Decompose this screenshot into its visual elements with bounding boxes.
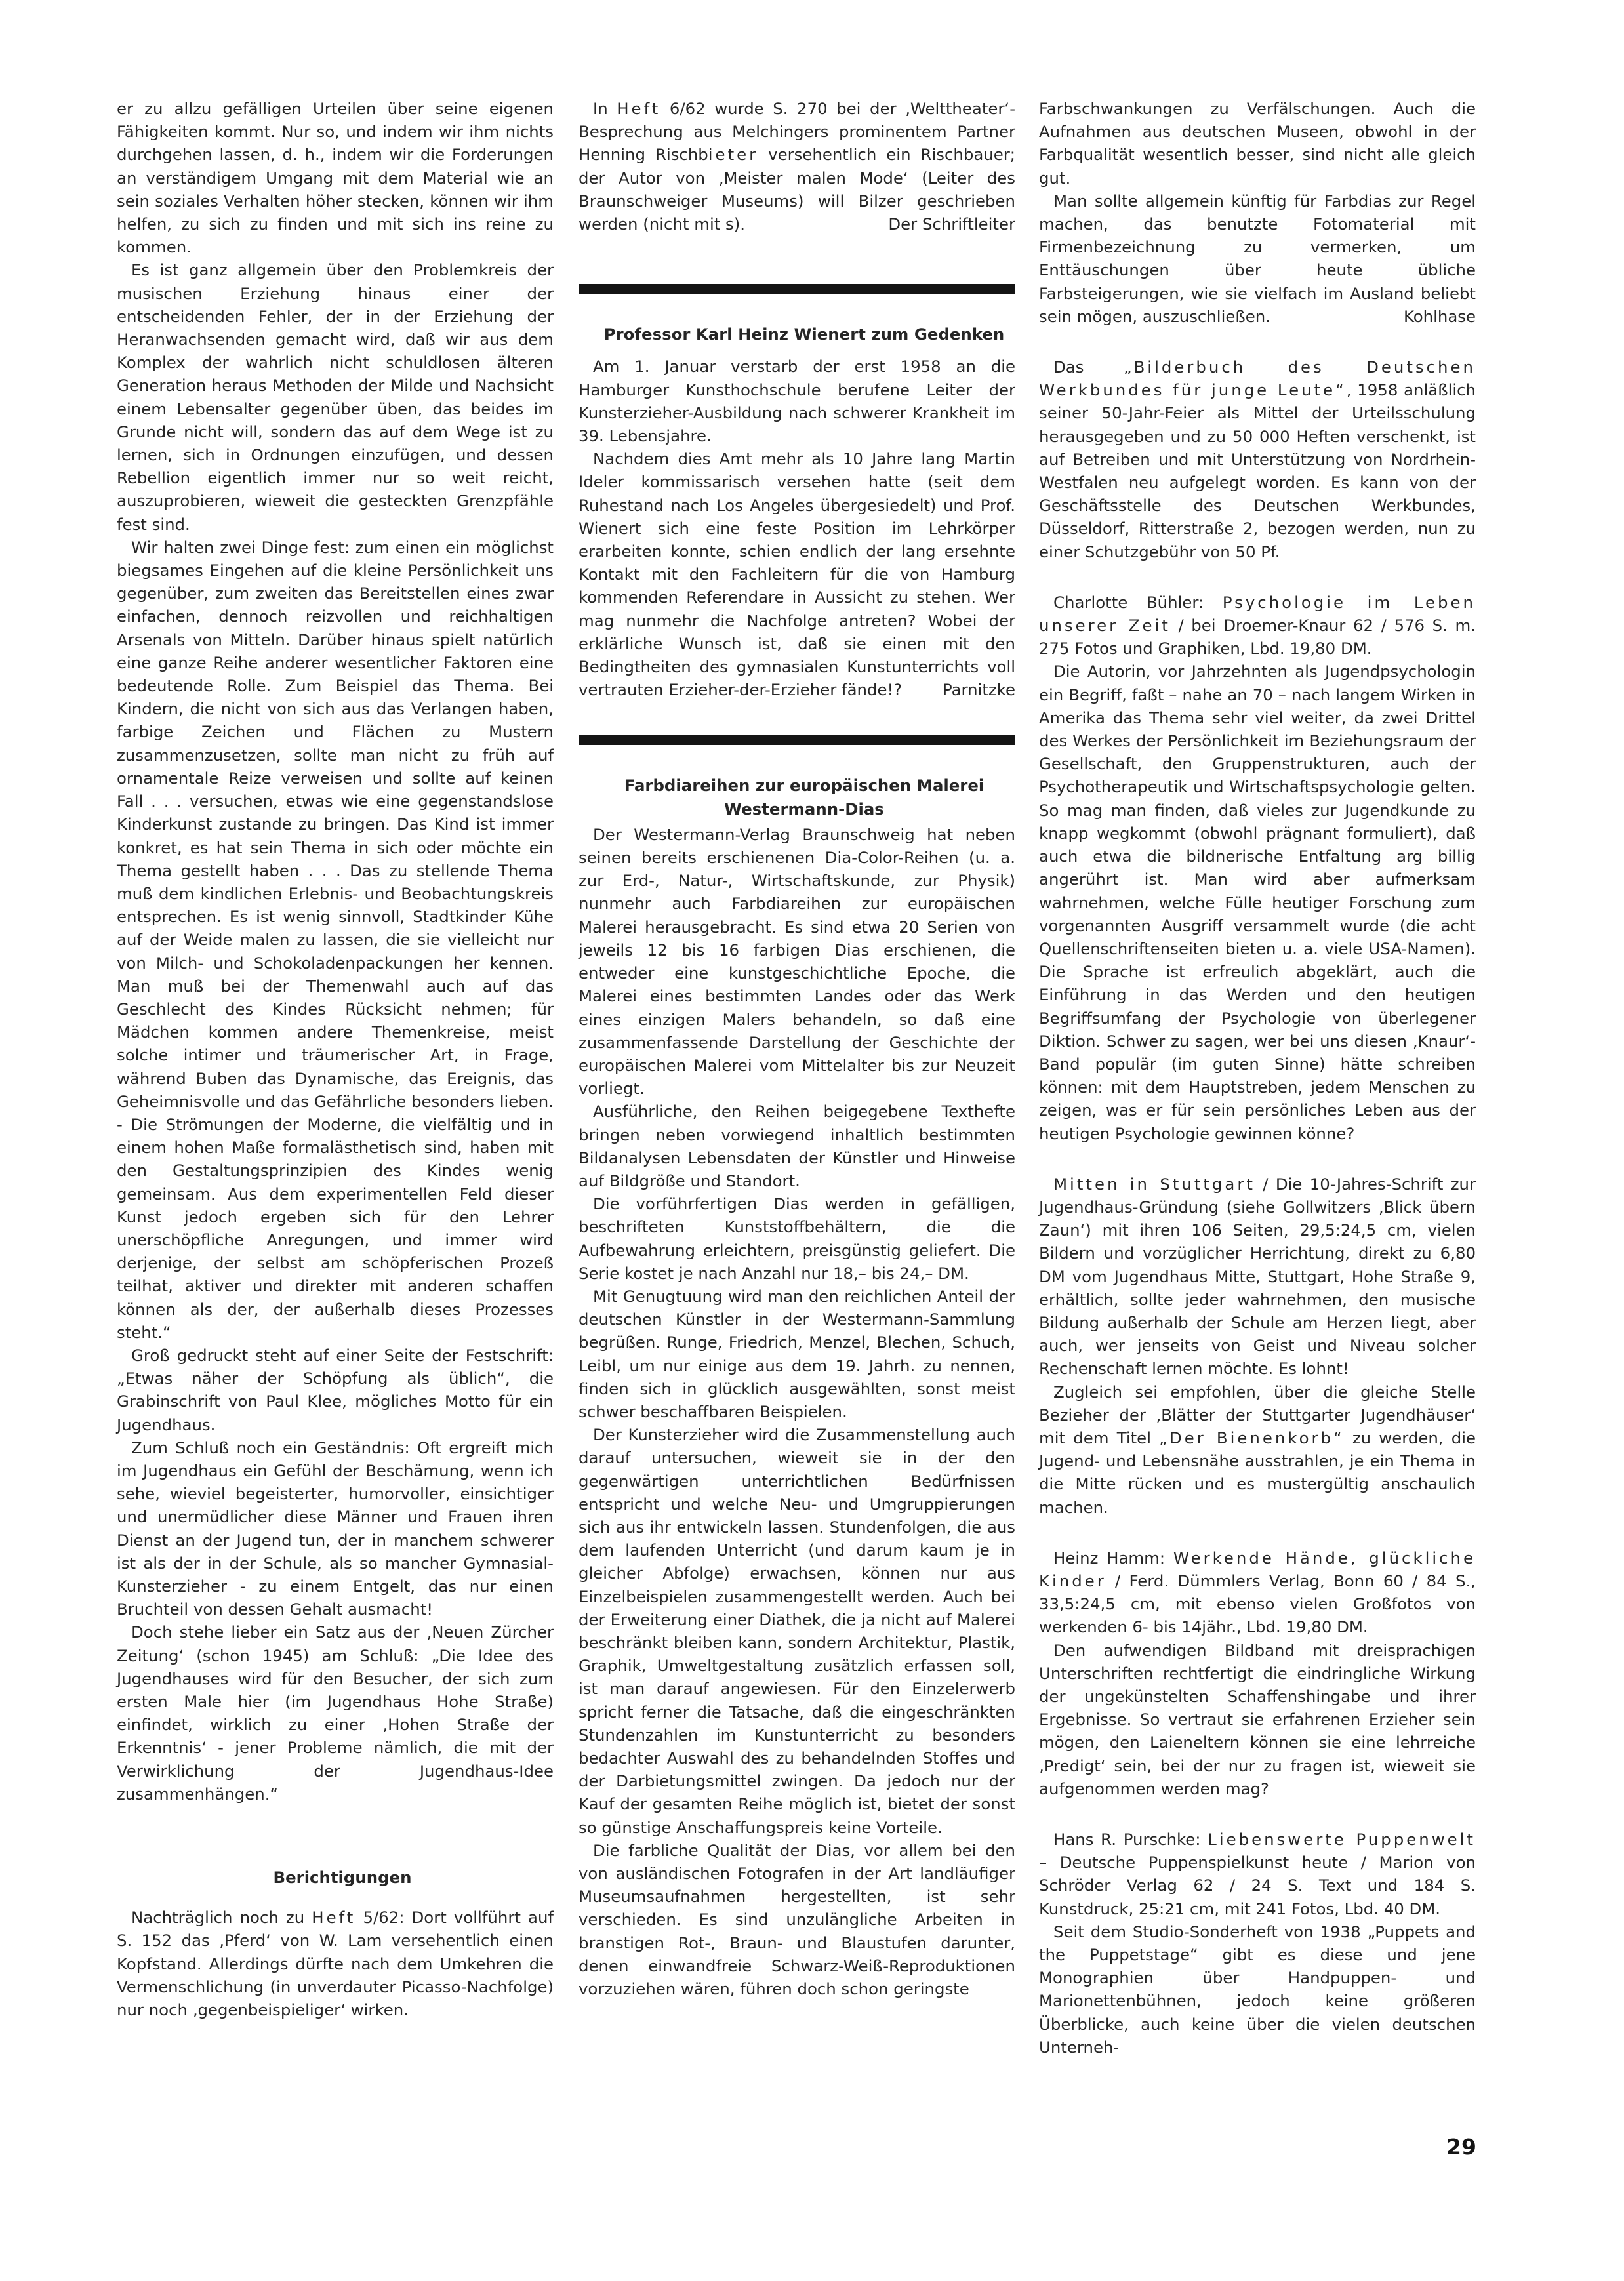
- book-title: Psychologie im Leben unserer Zeit: [1039, 592, 1476, 636]
- bilderbuch-notice: [1039, 355, 1476, 563]
- book-author: Heinz Hamm:: [1053, 1548, 1173, 1567]
- paragraph: Die farbliche Qualität der Dias, vor allem bei den von ausländischen Fotografen in der Art landläufiger Museumsaufnahmen hergestellten, ist sehr verschieden. Es sind unzulängliche Arbeiten in branstigen Rot-, Braun- und Blaustufen darunter, denen einwandfreie Schwarz-Weiß-Reproduktionen vorzuziehen wären, führen doch schon geringste: [579, 1840, 1015, 1999]
- section-rule: [579, 284, 1015, 294]
- bilderbuch-title: „Bilderbuch des Deutschen Werkbundes für junge Leute“: [1039, 357, 1476, 400]
- paragraph: Es ist ganz allgemein über den Problemkreis der musischen Erziehung hinaus einer der entscheidenden Fehler, der in der Erziehung der Heranwachsenden gemacht wird, daß wir aus dem Komplex der wahrlich nicht schuldlosen älteren Generation heraus Methoden der Milde und Nachsicht einem Lebensalter gegenüber üben, das beides im Grunde nicht will, sondern das auf dem Wege ist zu lernen, sich in Ordnungen einzufügen, und dessen Rebellion eigentlich immer nur so weit reicht, auszuprobieren, wieweit die gesteckten Grenzpfähle fest sind.: [117, 260, 554, 534]
- column-2: [579, 97, 1015, 2000]
- paragraph: Die vorführfertigen Dias werden in gefälligen, beschrifteten Kunststoffbehältern, die die Aufbewahrung erleichtern, preisgünstig geliefert. Die Serie kostet je nach Anzahl nur 18,– bis 24,– DM.: [579, 1194, 1015, 1283]
- column-3: [1039, 97, 1476, 2059]
- wienert-heading: Professor Karl Heinz Wienert zum Gedenken: [603, 325, 1005, 344]
- book-author: Hans R. Purschke:: [1053, 1830, 1208, 1849]
- book-info: / bei Droemer-Knaur 62 / 576 S. m. 275 Fotos und Graphiken, Lbd. 19,80 DM.: [1039, 616, 1476, 658]
- hamm-entry: [1039, 1546, 1476, 1639]
- berichtigungen-post: 5/62: Dort vollführt auf S. 152 das ‚Pferd‘ von W. Lam versehentlich einen Kopfstand. Allerdings dürfte nach dem Umkehren die Vermenschlichung (in unverdauter Picasso-Nachfolge) nur noch ‚gegenbeispieliger‘ wirken.: [117, 1908, 554, 2020]
- paragraph: Farbschwankungen zu Verfälschungen. Auch die Aufnahmen aus deutschen Museen, obwohl in der Farbqualität wesentlich besser, sind nicht alle gleich gut.: [1039, 99, 1476, 188]
- paragraph: Der Kunsterzieher wird die Zusammenstellung auch darauf untersuchen, wieweit sie in der den gegenwärtigen unterrichtlichen Bedürfnissen entspricht und welche Neu- und Umgruppierungen sich aus ihr entwickeln lassen. Stundenfolgen, die aus dem laufenden Unterricht (und darum kaum je in gleicher Abfolge) erwachsen, können nur aus Einzelbeispielen zusammengestellt werden. Auch bei der Erweiterung einer Diathek, die ja nicht auf Malerei beschränkt bleiben kann, sondern Architektur, Plastik, Graphik, Umweltgestaltung zusätzlich erfassen soll, ist man darauf angewiesen. Für den Einzelerwerb spricht ferner die Tatsache, daß die eingeschränkten Stundenzahlen im Kunstunterricht zu besonders bedachter Auswahl des zu behandelnden Stoffes und der Darbietungsmittel zwingen. Da jedoch nur der Kauf der gesamten Reihe möglich ist, bietet der sonst so günstige Anschaffungspreis keine Vorteile.: [579, 1425, 1015, 1837]
- book-title: Werkende Hände, glückliche Kinder: [1039, 1548, 1476, 1590]
- paragraph: [1039, 190, 1476, 328]
- berichtigungen-text: [117, 1906, 554, 2021]
- buehler-entry: [1039, 591, 1476, 660]
- review-text-post: zu werden, die Jugend- und Lebensnähe ausstrahlen, je ein Thema in die Mitte rücken und es mustergültig anschaulich machen.: [1039, 1428, 1476, 1517]
- berichtigungen-pre: Nachträglich noch zu: [131, 1908, 312, 1928]
- paragraph: Ausführliche, den Reihen beigegebene Texthefte bringen neben vorwiegend inhaltlich bestimmten Bildanalysen Lebensdaten der Künstler und Hinweise auf Bildgröße und Standort.: [579, 1102, 1015, 1190]
- heft-reference: Heft: [312, 1908, 356, 1928]
- review-text: [1039, 1381, 1476, 1519]
- stuttgart-entry: [1039, 1173, 1476, 1381]
- signature: Parnitzke: [942, 680, 1015, 700]
- paragraph: er zu allzu gefälligen Urteilen über seine eigenen Fähigkeiten kommt. Nur so, und indem wir ihm nichts durchgehen lassen, d. h., indem wir die Forderungen an verständigem Umgang mit dem Material wie an sein soziales Verhalten höher stecken, können wir ihm helfen, zu sich zu finden und mit sich ins reine zu kommen.: [117, 99, 554, 257]
- bilderbuch-post: , 1958 anläßlich seiner 50-Jahr-Feier als Mittel der Urteilsschulung herausgegeben und zu 50 000 Heften verschenkt, ist auf Betreiben und mit Unterstützung von Nordrhein-Westfalen neu aufgelegt worden. Es kann von der Geschäftsstelle des Deutschen Werkbundes, Düsseldorf, Ritterstraße 2, bezogen werden, nun zu einer Schutzgebühr von 50 Pf.: [1039, 380, 1476, 561]
- paragraph: Doch stehe lieber ein Satz aus der ‚Neuen Zürcher Zeitung‘ (schon 1945) am Schluß: „Die Idee des Jugendhauses wird für den Besucher, der sich zum ersten Male hier (im Jugendhaus Hohe Straße) einfindet, wirklich zu einer ‚Hohen Straße der Erkenntnis‘ - jener Probleme nämlich, die mit der Verwirklichung der Jugendhaus-Idee zusammenhängen.“: [117, 1623, 554, 1804]
- column-1: [117, 97, 554, 2021]
- book-author: Charlotte Bühler:: [1053, 592, 1223, 612]
- heft-reference: Heft: [617, 99, 661, 118]
- farbdia-heading: Farbdiareihen zur europäischen Malerei: [624, 776, 985, 796]
- review-text: Seit dem Studio-Sonderheft von 1938 „Puppets and the Puppetstage“ gibt es diese und jene Monographien über Handpuppen- und Marionettenbühnen, jedoch keine größeren Überblicke, auch keine über die vielen deutschen Unterneh-: [1039, 1922, 1476, 2057]
- signature: Kohlhase: [1403, 306, 1476, 326]
- paragraph: Am 1. Januar verstarb der erst 1958 an die Hamburger Kunsthochschule berufene Leiter der Kunsterzieher-Ausbildung nach schwerer Krankheit im 39. Lebensjahre.: [579, 357, 1015, 446]
- book-info: – Deutsche Puppenspielkunst heute / Marion von Schröder Verlag 62 / 24 S. Text und 184 S. Kunstdruck, 25:21 cm, mit 241 Fotos, Lbd. 40 DM.: [1039, 1853, 1476, 1918]
- paragraph: Wir halten zwei Dinge fest: zum einen ein möglichst biegsames Eingehen auf die kleine Persönlichkeit uns gegenüber, zum zweiten das Bereitstellen eines zwar einfachen, dennoch reizvollen und reichhaltigen Arsenals von Mitteln. Darüber hinaus spielt natürlich eine ganze Reihe anderer wesentlicher Faktoren eine bedeutende Rolle. Zum Beispiel das Thema. Bei Kindern, die nicht von sich aus das Verlangen haben, farbige Zeichen und Flächen zu Mustern zusammenzusetzen, sollte man nicht zu früh auf ornamentale Reize verweisen und sollte auf keinen Fall . . . versuchen, etwas wie eine gegenstandslose Kinderkunst zustande zu bringen. Das Kind ist immer konkret, es hat sein Thema in sich oder möchte ein Thema gestellt haben . . . Das zu stellende Thema muß dem kindlichen Erlebnis- und Beobachtungskreis entsprechen. Es ist wenig sinnvoll, Stadtkinder Kühe auf der Weide malen zu lassen, die sie vielleicht nur von Milch- und Schokoladenpackungen her kennen. Man muß bei der Themenwahl auch auf das Geschlecht des Kindes Rücksicht nehmen; für Mädchen kommen andere Themenkreise, meist solche intimer und träumerischer Art, in Frage, während Buben das Dynamische, das Ereignis, das Geheimnisvolle und das Gefährliche besonders lieben. - Die Strömungen der Moderne, die vielfältig und in einem hohen Maße formalästhetisch sind, haben mit den Gestaltungsprinzipien des Kindes wenig gemeinsam. Aus dem experimentellen Feld dieser Kunst jedoch ergeben sich für den Lehrer unerschöpfliche Anregungen, und immer wird derjenige, der selbst am schöpferischen Prozeß teilhat, aktiver und direkter mit anderen schaffen können als der, der außerhalb dieses Prozesses steht.“: [117, 537, 554, 1342]
- periodical-title: „Der Bienenkorb“: [1159, 1428, 1345, 1447]
- review-text: / Die 10-Jahres-Schrift zur Jugendhaus-Gründung (siehe Gollwitzers ‚Blick übern Zaun‘) mit ihren 106 Seiten, 29,5:24,5 cm, vielen Bildern und vorzüglicher Herrichtung, direkt zu 6,80 DM vom Jugendhaus Mitte, Stuttgart, Hohe Straße 9, erhältlich, sollte jeder wahrnehmen, den musische Bildung außerhalb der Schule am Herzen liegt, aber auch, wer jenseits von Geist und Niveau solcher Rechenschaft lernen möchte. Es lohnt!: [1039, 1174, 1476, 1379]
- review-text: Die Autorin, vor Jahrzehnten als Jugendpsychologin ein Begriff, faßt – nahe an 70 – nach langem Wirken in Amerika das Thema sehr viel weiter, da zwei Drittel des Werkes der Persönlichkeit im Beziehungsraum der Gesellschaft, den Gruppenstrukturen, auch der Psychotherapeutik und Wirtschaftspsychologie gelten. So mag man finden, daß vieles zur Jugendkunde zu knapp wegkommt (obwohl prägnant formuliert), daß auch etwa die bildnerische Entfaltung arg billig angerührt ist. Man wird aber aufmerksam wahrnehmen, welche Fülle heutiger Forschung zum vorgenannten Ausgriff versammelt wurde (die acht Quellenschriftenseiten bieten u. a. viele USA-Namen). Die Sprache ist erfreulich abgeklärt, auch die Einführung in das Werden und den heutigen Begriffsumfang der Psychologie von überlegener Diktion. Schwer zu sagen, wer bei uns diesen ‚Knaur‘-Band populär (im guten Sinne) hätte schreiben können: mit dem Hauptstreben, jedem Menschen zu zeigen, was er für sein persönliches Leben aus der heutigen Psychologie gewinnen könne?: [1039, 662, 1476, 1143]
- review-text: Den aufwendigen Bildband mit dreisprachigen Unterschriften rechtfertigt die eindringliche Wirkung der ungekünstelten Schaffenshingabe und ihrer Ergebnisse. So vertraut sie erfahrenen Erzieher sein mögen, den Laieneltern können sie eine lehrreiche ‚Predigt‘ sein, bei der nur zu fragen ist, wieweit sie aufgenommen werden mag?: [1039, 1640, 1476, 1798]
- correction-post: versehentlich ein Rischbauer; der Autor von ‚Meister malen Mode‘ (Leiter des Braunschweiger Museums) will Bilzer geschrieben werden (nicht mit s).: [579, 145, 1015, 234]
- book-info: / Ferd. Dümmlers Verlag, Bonn 60 / 84 S., 33,5:24,5 cm, mit ebenso vielen Großfotos von werkenden 6- bis 14jähr., Lbd. 19,80 DM.: [1039, 1571, 1476, 1637]
- correction-mid: 6/62 wurde S. 270 bei der ‚Welttheater‘-Besprechung aus Melchingers prominentem Partner Henning Rischb: [579, 99, 1015, 165]
- page-number: 29: [1446, 2134, 1476, 2160]
- paragraph: [579, 447, 1015, 701]
- purschke-entry: [1039, 1828, 1476, 1920]
- berichtigungen-heading: Berichtigungen: [273, 1868, 412, 1887]
- paragraph: Der Westermann-Verlag Braunschweig hat neben seinen bereits erschienenen Dia-Color-Reihen (u. a. zur Erd-, Natur-, Wirtschaftskunde, zur Physik) nunmehr auch Farbdiareihen zur europäischen Malerei herausgebracht. Es sind etwa 20 Serien von jeweils 12 bis 16 farbigen Dias erschienen, die entweder eine kunstgeschichtliche Epoche, die Malerei eines bestimmten Landes oder das Werk eines einzigen Malers behandeln, so daß eine zusammenfassende Darstellung der Geschichte der europäischen Malerei vom Mittelalter bis zur Neuzeit vorliegt.: [579, 824, 1015, 1099]
- correction-pre: In: [593, 99, 617, 118]
- paragraph: Groß gedruckt steht auf einer Seite der Festschrift: „Etwas näher der Schöpfung als üblich“, die Grabinschrift von Paul Klee, mögliches Motto für ein Jugendhaus.: [117, 1345, 554, 1434]
- paragraph: Mit Genugtuung wird man den reichlichen Anteil der deutschen Künstler in der Westermann-Sammlung begrüßen. Runge, Friedrich, Menzel, Blechen, Schuch, Leibl, um nur einige aus dem 19. Jahrh. zu nennen, finden sich in glücklich ausgewählten, sonst meist schwer beschaffbaren Beispielen.: [579, 1286, 1015, 1421]
- section-rule: [579, 735, 1015, 745]
- paragraph: Zum Schluß noch ein Geständnis: Oft ergreift mich im Jugendhaus ein Gefühl der Beschämung, wenn ich sehe, wieviel begeisterter, humorvoller, einsichtiger und unermüdlicher diese Männer und Frauen ihren Dienst an der Jugend tun, der in manchem schwerer ist als der in der Schule, als so mancher Gymnasial-Kunsterzieher - zu einem Entgelt, das nur einen Bruchteil von dessen Gehalt ausmacht!: [117, 1438, 554, 1619]
- signature: Der Schriftleiter: [888, 214, 1015, 234]
- farbdia-subheading: Westermann-Dias: [724, 799, 884, 818]
- book-title: Liebenswerte Puppenwelt: [1208, 1830, 1476, 1849]
- name-spaced: ieter: [708, 145, 759, 165]
- bilderbuch-pre: Das: [1053, 357, 1124, 377]
- paragraph-text: Man sollte allgemein künftig für Farbdias zur Regel machen, das benutzte Fotomaterial mit Firmenbezeichnung zu vermerken, um Enttäuschungen über heute übliche Farbsteigerungen, wie sie vielfach im Ausland beliebt sein mögen, auszuschließen.: [1039, 191, 1476, 326]
- correction-text: [579, 97, 1015, 235]
- review-text-pre: Zugleich sei empfohlen, über die gleiche Stelle Bezieher der ‚Blätter der Stuttgarter Jugendhäuser‘ mit dem Titel: [1039, 1382, 1476, 1447]
- book-title: Mitten in Stuttgart: [1053, 1174, 1255, 1194]
- paragraph-text: Nachdem dies Amt mehr als 10 Jahre lang Martin Ideler kommissarisch versehen hatte (seit dem Ruhestand nach Los Angeles übergesiedelt) und Prof. Wienert sich eine feste Position im Lehrkörper erarbeiten konnte, schien endlich der lang ersehnte Kontakt mit den Fachleitern für die von Hamburg kommenden Referendare in Aussicht zu stehen. Wer mag nunmehr die Nachfolge antreten? Wobei der erklärliche Wunsch ist, daß sie einen mit den Bedingtheiten des gymnasialen Kunstunterrichts voll vertrauten Erzieher-der-Erzieher fände!?: [579, 449, 1015, 700]
